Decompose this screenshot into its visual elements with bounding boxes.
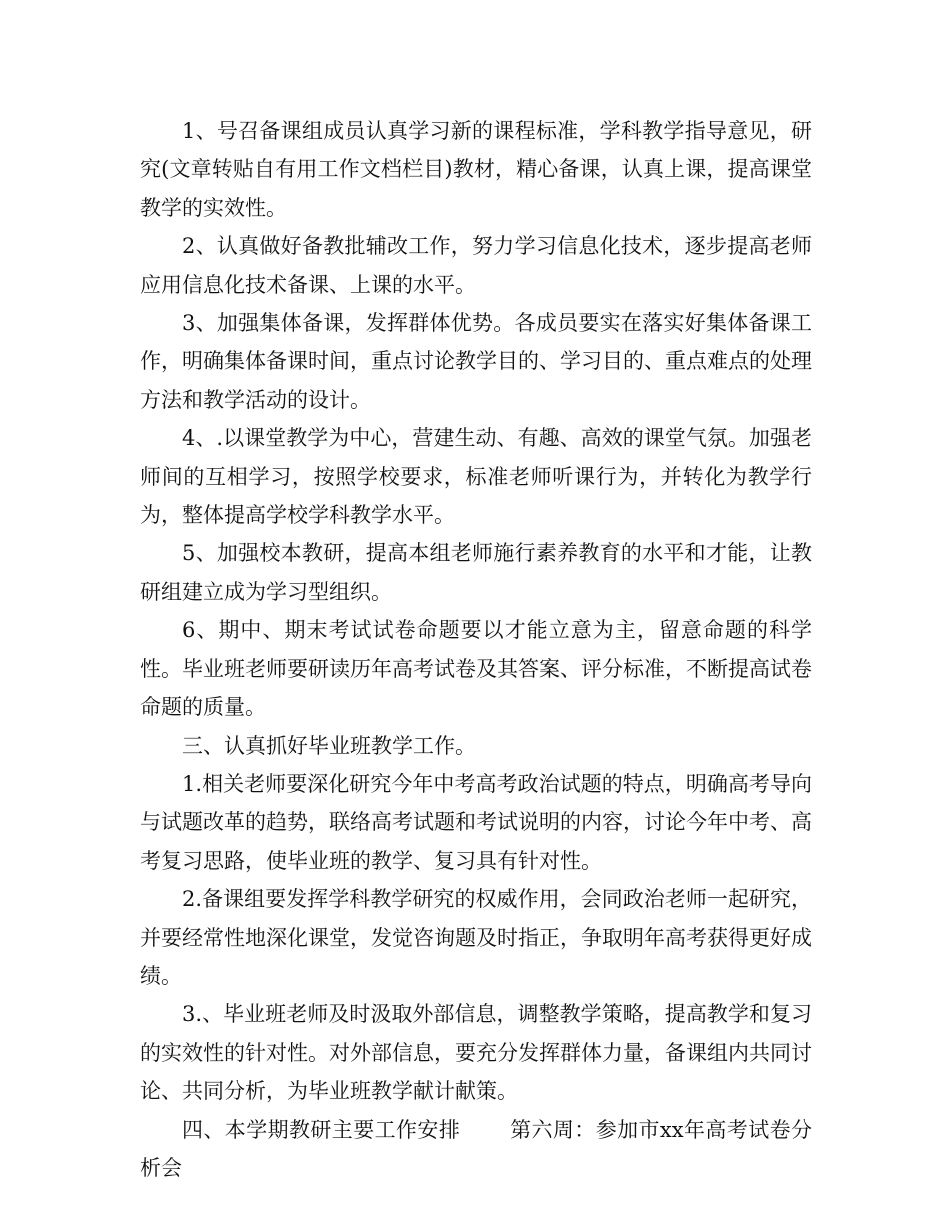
section-heading-3: 三、认真抓好毕业班教学工作。 [182, 733, 476, 758]
paragraph-subitem-1: 1.相关老师要深化研究今年中考高考政治试题的特点，明确高考导向与试题改革的趋势，联络高考试题和考试说明的内容，讨论今年中考、高考复习思路，使毕业班的教学、复习具有针对性。 [140, 771, 812, 873]
section-heading-4: 四、本学期教研主要工作安排 第六周：参加市xx年高考试卷分析会 [140, 1117, 812, 1180]
paragraph-item-6: 6、期中、期末考试试卷命题要以才能立意为主，留意命题的科学性。毕业班老师要研读历年高考试卷及其答案、评分标准，不断提高试卷命题的质量。 [140, 618, 812, 720]
paragraph-item-4: 4、.以课堂教学为中心，营建生动、有趣、高效的课堂气氛。加强老师间的互相学习，按照学校要求，标准老师听课行为，并转化为教学行为，整体提高学校学科教学水平。 [140, 426, 812, 528]
paragraph-item-1: 1、号召备课组成员认真学习新的课程标准，学科教学指导意见，研究(文章转贴自有用工作文档栏目)教材，精心备课，认真上课，提高课堂教学的实效性。 [140, 119, 812, 220]
paragraph-item-3: 3、加强集体备课，发挥群体优势。各成员要实在落实好集体备课工作，明确集体备课时间，重点讨论教学目的、学习目的、重点难点的处理方法和教学活动的设计。 [140, 311, 812, 412]
paragraph-item-2: 2、认真做好备教批辅改工作，努力学习信息化技术，逐步提高老师应用信息化技术备课、上课的水平。 [140, 234, 812, 297]
paragraph-item-5: 5、加强校本教研，提高本组老师施行素养教育的水平和才能，让教研组建立成为学习型组织。 [140, 541, 812, 604]
paragraph-subitem-3: 3.、毕业班老师及时汲取外部信息，调整教学策略，提高教学和复习的实效性的针对性。对外部信息，要充分发挥群体力量，备课组内共同讨论、共同分析，为毕业班教学献计献策。 [140, 1002, 812, 1104]
document-body [140, 112, 812, 1187]
paragraph-subitem-2: 2.备课组要发挥学科教学研究的权威作用，会同政治老师一起研究，并要经常性地深化课堂，发觉咨询题及时指正，争取明年高考获得更好成绩。 [140, 887, 812, 988]
